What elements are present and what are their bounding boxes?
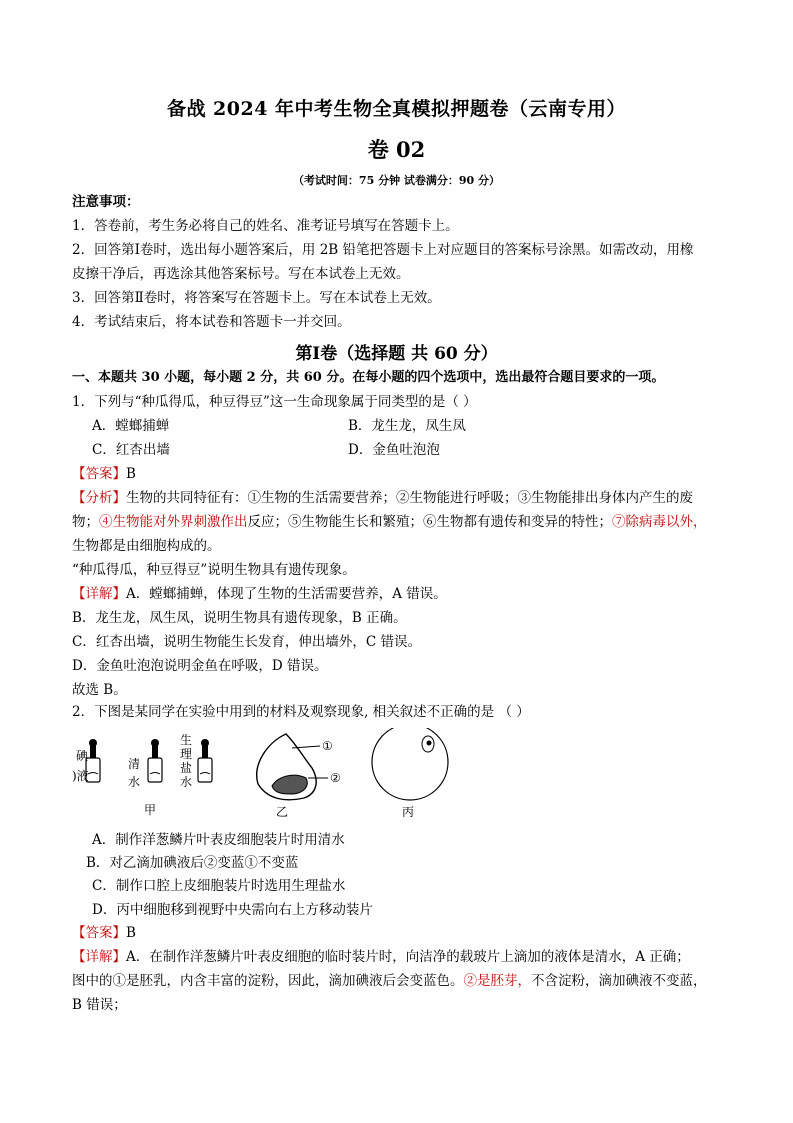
detail-text: 图中的①是胚乳，内含丰富的淀粉，因此，滴加碘液后会变蓝色。 (72, 973, 464, 989)
answer-tag: 【答案】 (72, 466, 126, 482)
analysis-text-highlight: ④生物能对外界刺激作出 (99, 514, 248, 530)
q1-conclusion: 故选 B。 (72, 682, 127, 698)
q1-option-a: A．螳螂捕蝉 (92, 418, 170, 434)
figure-mark-1: ① (322, 739, 333, 753)
analysis-text-highlight: ⑦除病毒以外， (612, 514, 707, 530)
answer-tag: 【答案】 (72, 925, 126, 941)
section-title: 第Ⅰ卷（选择题 共 60 分） (295, 344, 498, 364)
figure-label-yi: 乙 (276, 805, 289, 819)
detail-text: A．在制作洋葱鳞片叶表皮细胞的临时装片时，向洁净的载玻片上滴加的液体是清水，A 正确； (126, 949, 690, 965)
q2-detail-line (72, 971, 707, 991)
q1-detail-line (72, 584, 447, 604)
dropper-bottle-water (148, 739, 162, 782)
q2-option-a: A．制作洋葱鳞片叶表皮细胞装片时用清水 (92, 832, 345, 848)
notice-item: 3．回答第Ⅱ卷时，将答案写在答题卡上。写在本试卷上无效。 (72, 290, 441, 306)
q1-detail-line: D．金鱼吐泡泡说明金鱼在呼吸，D 错误。 (72, 658, 328, 674)
bottle-label-water: 清水 (128, 757, 141, 789)
figure-mark-2: ② (330, 771, 341, 785)
analysis-text: 反应；⑤生物能生长和繁殖；⑥生物都有遗传和变异的特性； (247, 514, 612, 530)
notice-item: 2．回答第Ⅰ卷时，选出每小题答案后，用 2B 铅笔把答题卡上对应题目的答案标号涂黑。如需改动，用橡 (72, 242, 694, 258)
q2-figure (72, 728, 472, 824)
analysis-tag: 【分析】 (72, 490, 126, 506)
microscope-view-diagram (372, 728, 448, 800)
exam-subtitle: 卷 02 (367, 137, 426, 162)
answer-value: B (126, 466, 136, 482)
exam-meta: （考试时间：75 分钟 试卷满分：90 分） (292, 174, 501, 187)
corn-kernel-diagram (257, 734, 328, 800)
q1-option-d: D．金鱼吐泡泡 (348, 442, 440, 458)
notice-item: 皮擦干净后，再选涂其他答案标号。写在本试卷上无效。 (72, 266, 410, 282)
q2-option-c: C．制作口腔上皮细胞装片时选用生理盐水 (92, 878, 346, 894)
notice-heading: 注意事项： (72, 194, 140, 210)
analysis-text: 物； (72, 514, 99, 530)
q1-analysis-line: “种瓜得瓜，种豆得豆”说明生物具有遗传现象。 (72, 562, 356, 578)
q2-stem: 2．下图是某同学在实验中用到的材料及观察现象, 相关叙述不正确的是 （ ） (72, 704, 530, 720)
figure-label-jia: 甲 (144, 803, 157, 817)
notice-item: 1．答卷前，考生务必将自己的姓名、准考证号填写在答题卡上。 (72, 218, 459, 234)
bottle-label-saline: 生理盐水 (180, 733, 193, 789)
detail-tag: 【详解】 (72, 949, 126, 965)
bottle-label-iodine: 碘)液 (72, 749, 89, 783)
q1-stem: 1．下列与“种瓜得瓜，种豆得豆”这一生命现象属于同类型的是（ ） (72, 394, 477, 410)
detail-text: 不含淀粉，滴加碘液不变蓝， (531, 973, 707, 989)
q1-option-b: B．龙生龙，凤生凤 (348, 418, 466, 434)
q2-detail-line (72, 947, 690, 967)
detail-text: A．螳螂捕蝉，体现了生物的生活需要营养，A 错误。 (126, 586, 447, 602)
q2-option-d: D．丙中细胞移到视野中央需向右上方移动装片 (92, 902, 373, 918)
q2-answer (72, 923, 136, 943)
q1-option-c: C．红杏出墙 (92, 442, 170, 458)
dropper-bottle-saline (198, 739, 212, 782)
figure-label-bing: 丙 (402, 805, 415, 819)
notice-item: 4．考试结束后，将本试卷和答题卡一并交回。 (72, 314, 351, 330)
q1-answer (72, 464, 136, 484)
answer-value: B (126, 925, 136, 941)
q2-option-b: B．对乙滴加碘液后②变蓝①不变蓝 (86, 855, 299, 871)
q1-detail-line: B．龙生龙，凤生凤，说明生物具有遗传现象，B 正确。 (72, 610, 407, 626)
q1-detail-line: C．红杏出墙，说明生物能生长发育，伸出墙外，C 错误。 (72, 634, 421, 650)
q1-analysis-line: 生物都是由细胞构成的。 (72, 538, 221, 554)
detail-tag: 【详解】 (72, 586, 126, 602)
analysis-text: 生物的共同特征有：①生物的生活需要营养；②生物能进行呼吸；③生物能排出身体内产生的废 (126, 490, 693, 506)
section-intro: 一、本题共 30 小题，每小题 2 分，共 60 分。在每小题的四个选项中，选出最符合题目要求的一项。 (72, 370, 665, 385)
exam-title: 备战 2024 年中考生物全真模拟押题卷（云南专用） (166, 98, 627, 120)
detail-text-highlight: ②是胚芽， (463, 973, 531, 989)
q1-analysis-line (72, 488, 693, 508)
q2-detail-line: B 错误； (72, 997, 127, 1013)
q1-analysis-line (72, 512, 707, 532)
